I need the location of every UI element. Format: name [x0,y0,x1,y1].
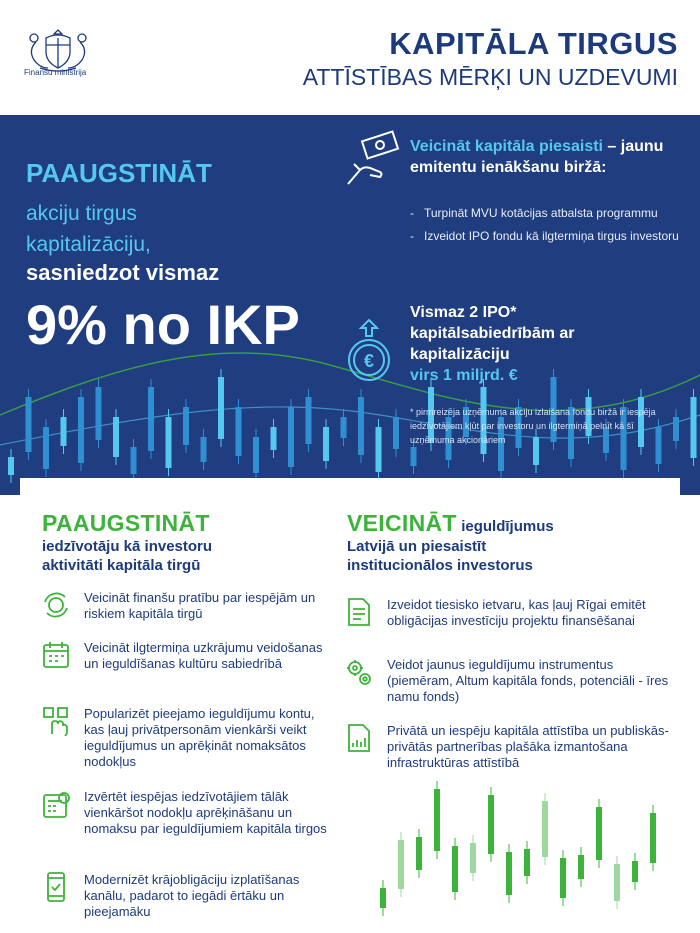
candle-body [614,864,620,901]
capital-attraction-highlight: Veicināt kapitāla piesaisti [410,138,603,155]
capital-attraction-heading [410,136,680,178]
hand-click-icon [42,706,70,736]
candle-body [506,852,512,895]
investment-column [347,510,677,575]
ipo-line: Vismaz 2 IPO* [410,304,517,321]
candle-body [524,849,530,876]
candle-body [650,813,656,863]
ministry-name: Finanšu ministrija [24,68,87,77]
candle-body [288,407,294,467]
right-column-subheading [347,537,677,575]
candle-body [148,387,154,451]
candle-body [393,417,399,449]
candle-body [411,447,417,466]
item-text: Izvērtēt iespējas iedzīvotājiem tālāk vienkāršot nodokļu aprēķināšanu un nomaksu par ieguldījumiem kapitāla tirgos [84,789,327,836]
subheading-line: iedzīvotāju kā investoru [42,538,213,555]
candle-body [542,801,548,857]
candle-body [61,417,67,446]
item-text: Veicināt finanšu pratību par iespējām un riskiem kapitāla tirgū [84,590,316,621]
hand-money-icon [342,130,402,190]
item-text: Veidot jaunus ieguldījumu instrumentus (piemēram, Altum kapitāla fonds, potenciāli - īres namu fonds) [387,657,669,704]
candle-body [253,437,259,473]
candle-body [380,888,386,908]
candle-body [306,397,312,444]
candle-body [470,843,476,873]
candle-body [78,397,84,463]
candle-body [113,417,119,457]
main-goal-heading: PAAUGSTINĀT [26,158,212,188]
candle-body [560,858,566,898]
item-text: Modernizēt krājobligāciju izplatīšanas kanālu, padarot to iegādi ērtāku un pieejamāku [84,872,300,919]
ipo-target [410,302,680,386]
candle-body [632,861,638,882]
candle-body [183,407,189,445]
item-text: Popularizēt pieejamo ieguldījumu kontu, kas ļauj privātpersonām vienkārši veikt ieguldījumus un aprēķināt nomaksātos nodokļus [84,706,315,769]
candle-body [96,387,102,440]
main-goal-line: kapitalizāciju, [26,233,151,256]
candle-body [271,427,277,450]
candle-body [26,397,32,452]
candle-body [341,417,347,438]
candle-body [131,447,137,474]
left-column-heading: PAAUGSTINĀT [42,510,210,536]
candle-body [323,427,329,461]
right-column-heading: VEICINĀT [347,510,457,536]
euro-coin-arrow-icon [343,318,395,386]
candle-body [201,437,207,462]
item-text: Veicināt ilgtermiņa uzkrājumu veidošanas un ieguldīšanas kultūru sabiedrībā [84,640,323,671]
item-text: Privātā un iespēju kapitāla attīstība un publiskās-privātās partnerības plašāka izmantošana infrastruktūras attīstībā [387,723,669,770]
candle-body [596,807,602,860]
candle-body [578,855,584,879]
main-goal-condition: sasniedzot vismaz [26,260,220,285]
candle-body [166,417,172,468]
ipo-line: kapitalizāciju [410,346,510,363]
candle-body [398,840,404,889]
candle-body [488,795,494,854]
calendar-icon [42,640,70,670]
main-goal-target: 9% no IKP [26,293,300,356]
capital-attraction-rest: – jaunu emitentu ienākšanu biržā: [410,138,664,176]
candle-body [8,457,14,475]
document-icon [345,597,373,627]
candle-body [43,427,49,469]
candle-body [358,397,364,455]
page-title: KAPITĀLA TIRGUS [389,26,678,61]
candle-body [218,377,224,439]
list-item: - Izveidot IPO fondu kā ilgtermiņa tirgus investoru [410,228,680,244]
candle-body [434,789,440,851]
capital-attraction-list [410,205,680,251]
ipo-line-highlight: virs 1 miljrd. € [410,367,518,384]
investor-activity-column [42,510,332,575]
subheading-line: institucionālos investorus [347,557,533,574]
smartphone-icon [42,872,70,902]
candle-body [452,846,458,892]
ipo-footnote: * pirmreizēja uzņēmuma akciju izlaišana fondu biržā ir iespēja iedzīvotājiem kļūt par investoru un ilgtermiņā pelnīt kā šī uzņēmuma akcionāriem [410,407,656,445]
header [0,0,700,115]
report-chart-icon [345,723,373,753]
candle-body [416,837,422,870]
candle-body [691,397,697,458]
left-column-subheading [42,537,332,575]
ipo-line: kapitālsabiedrībām ar [410,325,575,342]
main-goal-line: akciju tirgus [26,202,137,225]
main-goal-text [26,198,151,260]
page-subtitle: ATTĪSTĪBAS MĒRĶI UN UZDEVUMI [302,64,678,90]
calculator-icon [42,789,70,819]
subheading-line: Latvijā un piesaistīt [347,538,487,555]
subheading-line: aktivitāti kapitāla tirgū [42,557,201,574]
right-column-heading-inline: ieguldījumus [461,518,554,535]
list-item: - Turpināt MVU kotācijas atbalsta programmu [410,205,680,221]
gears-icon [345,657,373,687]
svg-text:€: € [363,351,375,371]
refresh-coin-icon [42,590,70,620]
candle-body [236,407,242,456]
item-text: Izveidot tiesisko ietvaru, kas ļauj Rīgai emitēt obligācijas investīciju projektu finansēšanai [387,597,646,628]
candle-body [376,427,382,472]
